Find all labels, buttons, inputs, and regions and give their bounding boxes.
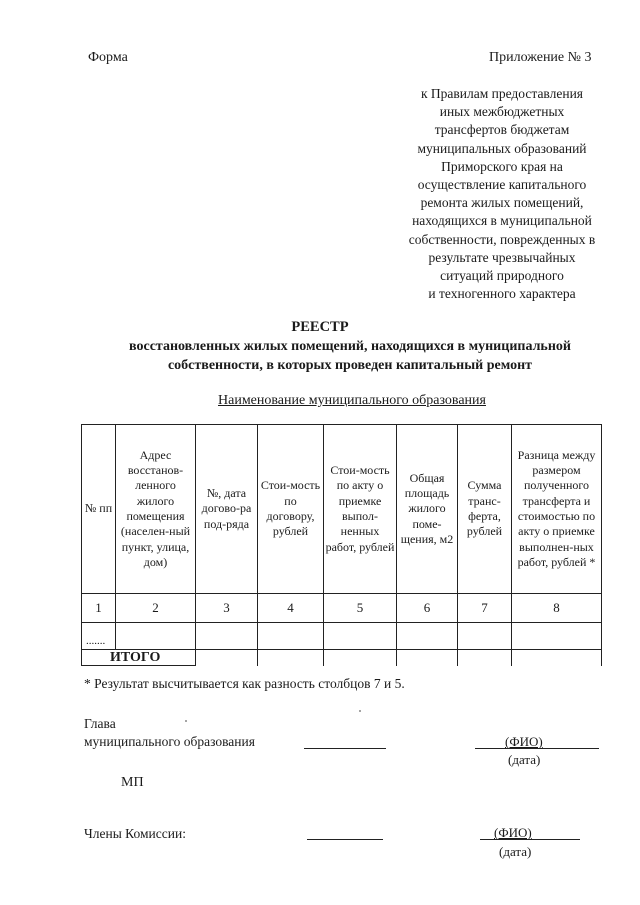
signature-line xyxy=(304,748,386,749)
ellipsis-cell: ....... xyxy=(82,623,116,650)
table-cell xyxy=(458,650,512,666)
scan-speck xyxy=(185,720,187,722)
table-row xyxy=(82,623,602,650)
table-cell xyxy=(196,623,258,650)
appendix-note-line: к Правилам предоставления xyxy=(420,86,584,101)
table-cell xyxy=(116,623,196,650)
fio-label: (ФИО) xyxy=(494,825,532,840)
fio-line xyxy=(480,839,580,840)
head-title-line1: Глава xyxy=(84,716,116,731)
total-label: ИТОГО xyxy=(82,650,196,666)
table-cell xyxy=(196,650,258,666)
fio-label: (ФИО) xyxy=(505,734,543,749)
column-number: 5 xyxy=(324,594,397,623)
subtitle-line: восстановленных жилых помещений, находящихся в муниципальной xyxy=(129,339,571,354)
commission-label: Члены Комиссии: xyxy=(84,826,186,841)
column-header: Разница между размером полученного трансферта и стоимостью по акту о приемке выполнен-ных работ, рублей * xyxy=(512,425,602,594)
appendix-note-line: осуществление капитального xyxy=(417,177,587,193)
appendix-note-line: ремонта жилых помещений, xyxy=(420,195,584,211)
column-header: Сумма транс-ферта, рублей xyxy=(458,425,512,594)
appendix-note-line: трансфертов бюджетам xyxy=(434,122,570,138)
column-number: 3 xyxy=(196,594,258,623)
table-cell xyxy=(324,650,397,666)
column-number-row xyxy=(82,594,602,623)
document-title: РЕЕСТР xyxy=(291,319,349,335)
column-number: 8 xyxy=(512,594,602,623)
appendix-note-line: находящихся в муниципальной xyxy=(412,213,592,229)
appendix-note-line: иных межбюджетных xyxy=(439,104,565,120)
total-row xyxy=(82,650,602,666)
table-cell xyxy=(512,623,602,650)
table-cell xyxy=(397,623,458,650)
scan-speck xyxy=(359,710,361,712)
appendix-note-line: собственности, поврежденных в xyxy=(408,231,596,247)
table-cell xyxy=(397,650,458,666)
column-number: 7 xyxy=(458,594,512,623)
appendix-label: Приложение № 3 xyxy=(489,50,592,65)
table-cell xyxy=(458,623,512,650)
document-subtitle xyxy=(60,338,640,375)
table-cell xyxy=(512,650,602,666)
signature-line xyxy=(307,839,383,840)
column-header: Стои-мость по договору, рублей xyxy=(258,425,324,594)
table-cell xyxy=(258,650,324,666)
appendix-note-line: результате чрезвычайных xyxy=(428,249,576,265)
column-header: №, дата догово-ра под-ряда xyxy=(196,425,258,594)
table-cell xyxy=(324,623,397,650)
date-label: (дата) xyxy=(499,844,532,859)
table-header-row xyxy=(82,425,602,594)
appendix-note-line: ситуаций природного xyxy=(440,268,564,284)
column-number: 2 xyxy=(116,594,196,623)
column-header: Стои-мость по акту о приемке выпол-ненных работ, рублей xyxy=(324,425,397,594)
date-label: (дата) xyxy=(508,752,541,767)
registry-table xyxy=(81,424,602,666)
column-number: 4 xyxy=(258,594,324,623)
stamp-label: МП xyxy=(121,775,144,790)
municipality-label: Наименование муниципального образования xyxy=(218,393,486,408)
column-header: Адрес восстанов-ленного жилого помещения (населен-ный пункт, улица, дом) xyxy=(116,425,196,594)
appendix-note-line: и техногенного характера xyxy=(428,286,576,302)
column-header: Общая площадь жилого поме-щения, м2 xyxy=(397,425,458,594)
head-title-line2: муниципального образования xyxy=(84,734,255,749)
footnote: * Результат высчитывается как разность столбцов 7 и 5. xyxy=(84,676,405,691)
column-header: № пп xyxy=(82,425,116,594)
column-number: 1 xyxy=(82,594,116,623)
fio-line xyxy=(475,748,599,749)
column-number: 6 xyxy=(397,594,458,623)
subtitle-line: собственности, в которых проведен капитальный ремонт xyxy=(167,357,533,373)
form-label: Форма xyxy=(88,50,128,65)
appendix-note-line: муниципальных образований xyxy=(417,140,587,156)
table-cell xyxy=(258,623,324,650)
appendix-note xyxy=(372,85,632,303)
appendix-note-line: Приморского края на xyxy=(441,158,563,174)
